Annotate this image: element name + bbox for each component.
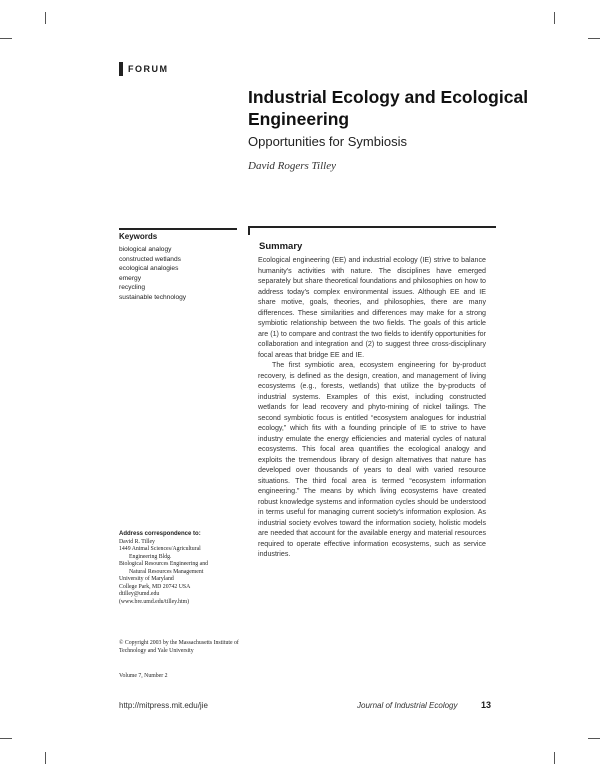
correspondence-line: Natural Resources Management (129, 568, 204, 575)
correspondence-line: 1449 Animal Sciences/Agricultural (119, 546, 201, 552)
summary-heading: Summary (259, 241, 303, 252)
correspondence-block (119, 531, 244, 606)
page-number: 13 (481, 700, 492, 710)
correspondence-line: Engineering Bldg. (129, 553, 172, 560)
summary-paragraph: The first symbiotic area, ecosystem engineering for by-product recovery, is defined as the design, creation, and management of living ecosystems (e.g., forests, wetlands) that utilize the by-products of industrial systems. Examples of this exist, including constructed wetlands for lead recovery and phyto-mining of nickel tailings. The second symbiotic focus is entitled “ecosystem analogues for industrial ecology,” which fits with a founding principle of IE to strive to have industry emulate the energy efficiencies and material cycles of natural ecosystems. This focal area quantifies the ecological analogy and exploits the tremendous library of design alternatives that nature has developed over thousands of years to deal with varied resource situations. The third focal area is termed “ecosystem information engineering.” The means by which living ecosystems have created robust knowledge systems and information cycles should be understood in terms useful for managing current society's information explosion. As industrial society evolves toward the information society, holistic models are needed that account for the available energy and material resources required to operate effective information ecosystems, such as service industries. (258, 361, 486, 558)
keywords-heading: Keywords (119, 232, 158, 241)
crop-mark (588, 38, 600, 39)
correspondence-heading: Address correspondence to: (119, 531, 201, 537)
correspondence-email[interactable]: dtilley@umd.edu (119, 591, 160, 597)
correspondence-line: Biological Resources Engineering and (119, 561, 209, 567)
author-name: David Rogers Tilley (248, 160, 336, 172)
summary-marker (248, 226, 250, 235)
keyword-item: ecological analogies (119, 265, 179, 273)
summary-paragraph: Ecological engineering (EE) and industrial ecology (IE) strive to balance humanity's activities with nature. The disciplines have emerged separately but share theoretical foundations and philosophies on how to address today's complex environmental issues. Although EE and IE share motive, goals, theories, and philosophies, there are many differences. These similarities and differences may make for a strong symbiotic relationship between the two fields. The goals of this article are (1) to compare and contrast the two fields to identify opportunities for collaboration and integration and (2) to suggest three cross-disciplinary focal areas that bridge EE and IE. (258, 256, 486, 359)
keyword-item: emergy (119, 274, 141, 282)
article-subtitle: Opportunities for Symbiosis (248, 134, 407, 149)
volume-info: Volume 7, Number 2 (119, 673, 168, 679)
crop-mark (45, 752, 46, 764)
summary-rule (248, 226, 496, 228)
crop-mark (0, 738, 12, 739)
keyword-item: biological analogy (119, 246, 172, 253)
keywords-list (119, 245, 186, 303)
correspondence-line: College Park, MD 20742 USA (119, 583, 191, 590)
correspondence-line: David R. Tilley (119, 538, 155, 545)
crop-mark (588, 738, 600, 739)
crop-mark (554, 752, 555, 764)
keyword-item: recycling (119, 284, 146, 292)
keywords-rule (119, 228, 237, 230)
section-marker (119, 62, 123, 76)
footer-url[interactable]: http://mitpress.mit.edu/jie (119, 701, 208, 710)
footer-journal-name: Journal of Industrial Ecology (357, 701, 458, 710)
crop-mark (0, 38, 12, 39)
copyright-notice: © Copyright 2003 by the Massachusetts Institute of Technology and Yale University (119, 640, 239, 654)
article-title: Industrial Ecology and Ecological Engineering (248, 87, 529, 129)
summary-body (258, 255, 486, 560)
crop-mark (45, 12, 46, 24)
crop-mark (554, 12, 555, 24)
section-label: FORUM (128, 64, 169, 74)
keyword-item: sustainable technology (119, 293, 187, 301)
correspondence-line: University of Maryland (119, 576, 174, 582)
keyword-item: constructed wetlands (119, 255, 181, 263)
correspondence-url[interactable]: (www.bre.umd.edu/tilley.htm) (119, 598, 190, 605)
